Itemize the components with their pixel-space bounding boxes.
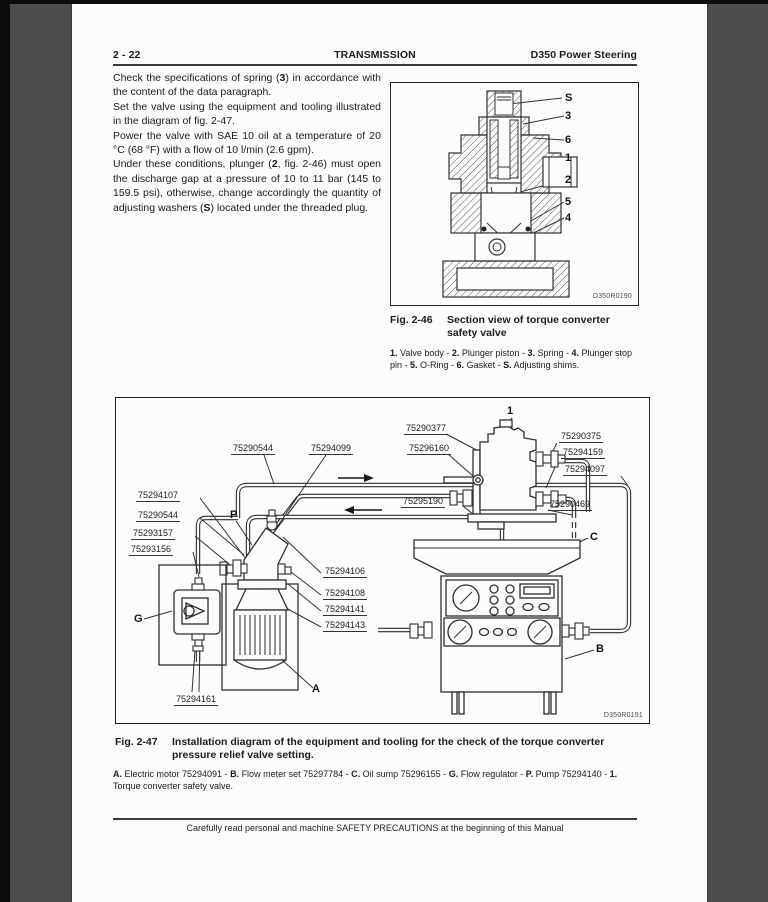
- header-title: TRANSMISSION: [334, 49, 416, 61]
- part-number-75294143: 75294143: [325, 620, 366, 630]
- part-number-75294161: 75294161: [176, 694, 217, 704]
- part-number-75294141: 75294141: [325, 604, 366, 614]
- header-section: D350 Power Steering: [530, 49, 637, 61]
- callout-2: 2: [565, 174, 572, 186]
- part-number-75290377: 75290377: [406, 423, 447, 433]
- footer-rule: [113, 818, 637, 820]
- drawing-code: D350R0190: [592, 293, 632, 300]
- paragraph: Check the specifications of spring (3) in accordance with the content of the data paragraph.: [113, 72, 381, 99]
- callout-oil-sump-C: C: [590, 531, 598, 543]
- paragraph: Set the valve using the equipment and tooling illustrated in the diagram of fig. 2-47.: [113, 100, 381, 128]
- part-number-75295190: 75295190: [403, 496, 444, 506]
- part-number-75290375: 75290375: [561, 431, 602, 441]
- body-text: [113, 71, 381, 215]
- figure-label: Fig. 2-46: [390, 314, 433, 326]
- part-number-75293157: 75293157: [133, 528, 174, 538]
- callout-flow-regulator-G: G: [134, 613, 143, 625]
- figure-2-47-caption: [115, 736, 639, 762]
- paragraph: Under these conditions, plunger (2, fig. 2-46) must open the discharge gap at a pressure of 10 to 11 bar (145 to 159.5 psi), otherwise, change accordingly the quantity of adjusting washers (S) located under the threaded plug.: [113, 158, 381, 214]
- part-number-75294106: 75294106: [325, 566, 366, 576]
- part-number-75290544-left: 75290544: [138, 510, 179, 520]
- callout-4: 4: [565, 212, 572, 224]
- part-number-75290544-pipe: 75290544: [233, 443, 274, 453]
- part-number-75296160: 75296160: [409, 443, 450, 453]
- window-left-edge: [0, 0, 10, 902]
- figure-2-47: [115, 397, 650, 724]
- callout-pump-P: P: [230, 509, 238, 521]
- part-number-75294107: 75294107: [138, 490, 179, 500]
- header-rule: [113, 64, 637, 66]
- part-number-75293156: 75293156: [131, 544, 172, 554]
- callout-S: S: [565, 92, 573, 104]
- figure-label: Fig. 2-47: [115, 736, 158, 748]
- figure-2-46-legend: 1. Valve body - 2. Plunger piston - 3. Spring - 4. Plunger stop pin - 5. O-Ring - 6. Gasket - S. Adjusting shims.: [390, 348, 633, 370]
- part-number-75294099: 75294099: [311, 443, 352, 453]
- drawing-code: D350R0191: [603, 712, 643, 719]
- figure-caption-text: Installation diagram of the equipment and tooling for the check of the torque converter pressure relief valve setting.: [172, 736, 605, 761]
- manual-page: [71, 4, 708, 902]
- paragraph: Power the valve with SAE 10 oil at a temperature of 20 °C (68 °F) with a flow of 10 l/min (2.6 gpm).: [113, 129, 381, 157]
- part-number-75294097: 75294097: [565, 464, 606, 474]
- callout-electric-motor-A: A: [312, 683, 320, 695]
- footer-text: Carefully read personal and machine SAFETY PRECAUTIONS at the beginning of this Manual: [186, 823, 564, 833]
- callout-5: 5: [565, 196, 572, 208]
- header-page-number: 2 - 22: [113, 49, 141, 61]
- figure-2-46-caption: [390, 314, 637, 340]
- callout-valve-1: 1: [507, 405, 514, 417]
- valve-section-drawing: [391, 83, 638, 305]
- callout-flow-meter-B: B: [596, 643, 604, 655]
- figure-caption-text: Section view of torque converter safety valve: [447, 314, 610, 339]
- callout-1: 1: [565, 152, 572, 164]
- callout-6: 6: [565, 134, 572, 146]
- part-number-75294159: 75294159: [563, 447, 604, 457]
- part-number-75290469: 75290469: [550, 499, 591, 509]
- part-number-75294108: 75294108: [325, 588, 366, 598]
- callout-3: 3: [565, 110, 572, 122]
- figure-2-46: [390, 82, 639, 306]
- figure-2-47-legend: A. Electric motor 75294091 - B. Flow meter set 75297784 - C. Oil sump 75296155 - G. Flow regulator - P. Pump 75294140 - 1. Torque converter safety valve.: [113, 769, 618, 791]
